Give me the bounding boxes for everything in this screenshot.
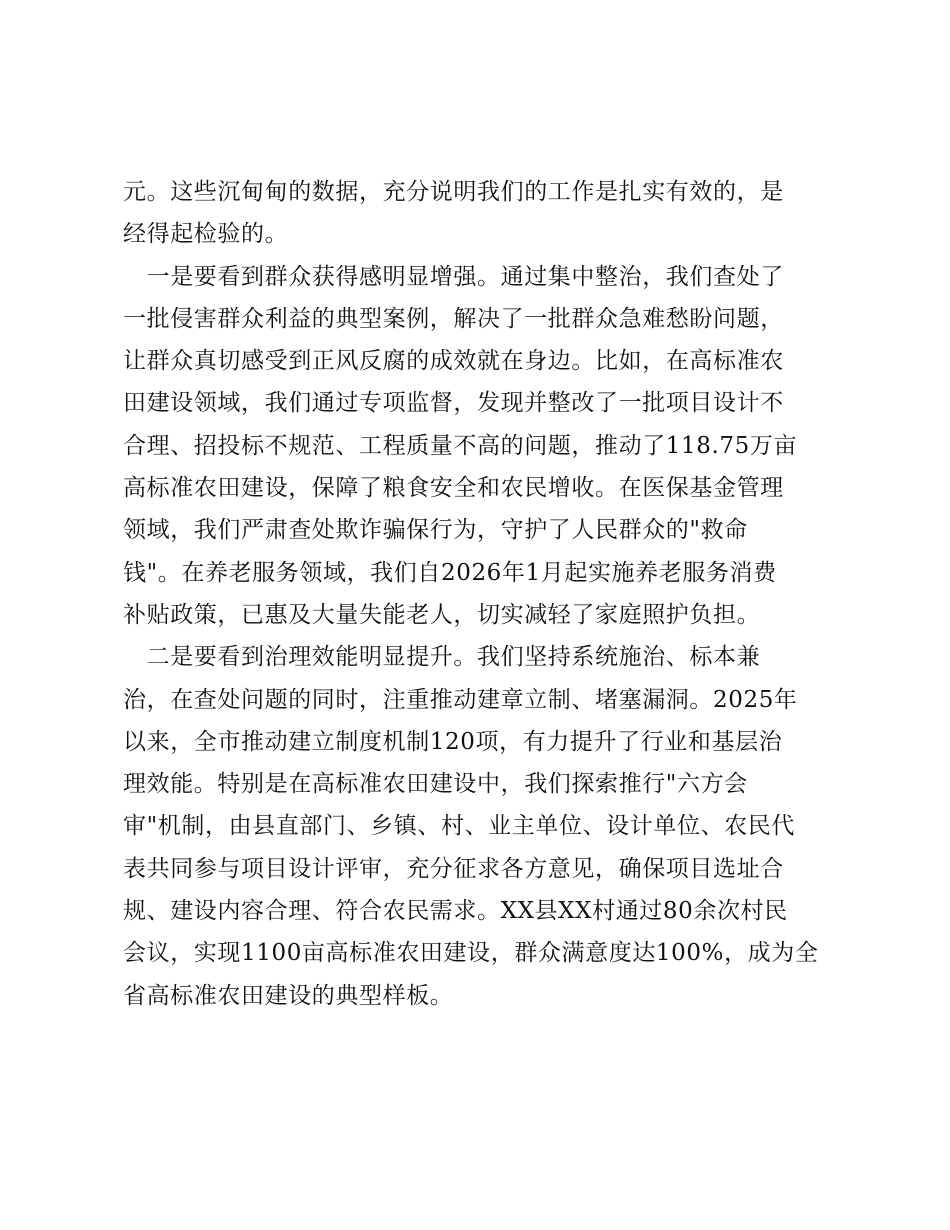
paragraph-first-line: 二是要看到治理效能明显提升。我们坚持系统施治、标本兼 — [123, 644, 761, 671]
text-line: 合理、招投标不规范、工程质量不高的问题，推动了118.75万亩 — [123, 432, 798, 459]
text-line: 审"机制，由县直部门、乡镇、村、业主单位、设计单位、农民代 — [123, 813, 795, 840]
text-line: 会议，实现1100亩高标准农田建设，群众满意度达100%，成为全 — [123, 940, 819, 967]
text-line: 经得起检验的。 — [123, 221, 289, 248]
paragraph-first-line: 一是要看到群众获得感明显增强。通过集中整治，我们查处了 — [123, 263, 784, 290]
text-line: 补贴政策，已惠及大量失能老人，切实减轻了家庭照护负担。 — [123, 601, 761, 628]
text-line: 让群众真切感受到正风反腐的成效就在身边。比如，在高标准农 — [123, 348, 784, 375]
text-line: 钱"。在养老服务领域，我们自2026年1月起实施养老服务消费 — [123, 559, 777, 586]
text-line: 理效能。特别是在高标准农田建设中，我们探索推行"六方会 — [123, 771, 748, 798]
text-line: 治，在查处问题的同时，注重推动建章立制、堵塞漏洞。2025年 — [123, 686, 798, 713]
text-line: 一批侵害群众利益的典型案例，解决了一批群众急难愁盼问题， — [123, 305, 784, 332]
text-line: 高标准农田建设，保障了粮食安全和农民增收。在医保基金管理 — [123, 475, 784, 502]
text-line: 表共同参与项目设计评审，充分征求各方意见，确保项目选址合 — [123, 855, 784, 882]
document-body — [123, 171, 843, 1017]
text-line: 领域，我们严肃查处欺诈骗保行为，守护了人民群众的"救命 — [123, 517, 748, 544]
text-line: 省高标准农田建设的典型样板。 — [123, 982, 454, 1009]
text-line: 田建设领域，我们通过专项监督，发现并整改了一批项目设计不 — [123, 390, 784, 417]
text-line: 以来，全市推动建立制度机制120项，有力提升了行业和基层治 — [123, 728, 783, 755]
text-line: 元。这些沉甸甸的数据，充分说明我们的工作是扎实有效的，是 — [123, 179, 784, 205]
text-line: 规、建设内容合理、符合农民需求。XX县XX村通过80余次村民 — [123, 898, 788, 925]
